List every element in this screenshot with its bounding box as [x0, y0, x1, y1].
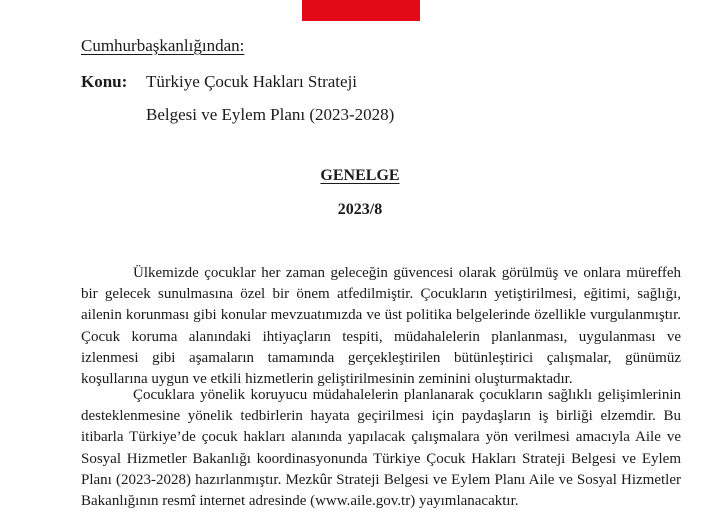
- document-title: GENELGE: [320, 167, 400, 184]
- document-number: 2023/8: [337, 201, 383, 218]
- body-paragraph-1: Ülkemizde çocuklar her zaman geleceğin güvencesi olarak görülmüş ve onlara müreffeh bir gelecek sunulmasına özel bir önem atfedilmiştir. Çocukların yetiştirilmesi, eğitimi, sağlığı, ailenin korunması gibi konular mevzuatımızda ve üst politika belgelerinde özellikle vurgulanmıştır. Çocuk koruma alanındaki ihtiyaçların tespiti, müdahalelerin planlanması, uygulanması ve izlenmesi gibi aşamaların tamamında gerçekleştirilen bütünleştirici çalışmalar, günümüz koşullarına uygun ve etkili hizmetlerin geliştirilmesinin zeminini oluşturmaktadır.: [81, 265, 681, 388]
- turkish-flag-emblem: [302, 0, 420, 21]
- subject-label: Konu:: [81, 72, 128, 91]
- subject-line-2: Belgesi ve Eylem Planı (2023-2028): [146, 105, 395, 124]
- subject-line-1: Türkiye Çocuk Hakları Strateji: [146, 72, 358, 91]
- issuing-authority: Cumhurbaşkanlığından:: [81, 36, 245, 55]
- body-paragraph-2: Çocuklara yönelik koruyucu müdahalelerin planlanarak çocukların sağlıklı gelişimlerinin desteklenmesine yönelik tedbirlerin hayata geçirilmesi için paydaşların iş birliği elzemdir. Bu itibarla Türkiye’de çocuk hakları alanında yapılacak çalışmalara yön verilmesi amacıyla Aile ve Sosyal Hizmetler Bakanlığı koordinasyonunda Türkiye Çocuk Hakları Strateji Belgesi ve Eylem Planı (2023-2028) hazırlanmıştır. Mezkûr Strateji Belgesi ve Eylem Planı Aile ve Sosyal Hizmetler Bakanlığının resmî internet adresinde (www.aile.gov.tr) yayımlanacaktır.: [81, 387, 681, 510]
